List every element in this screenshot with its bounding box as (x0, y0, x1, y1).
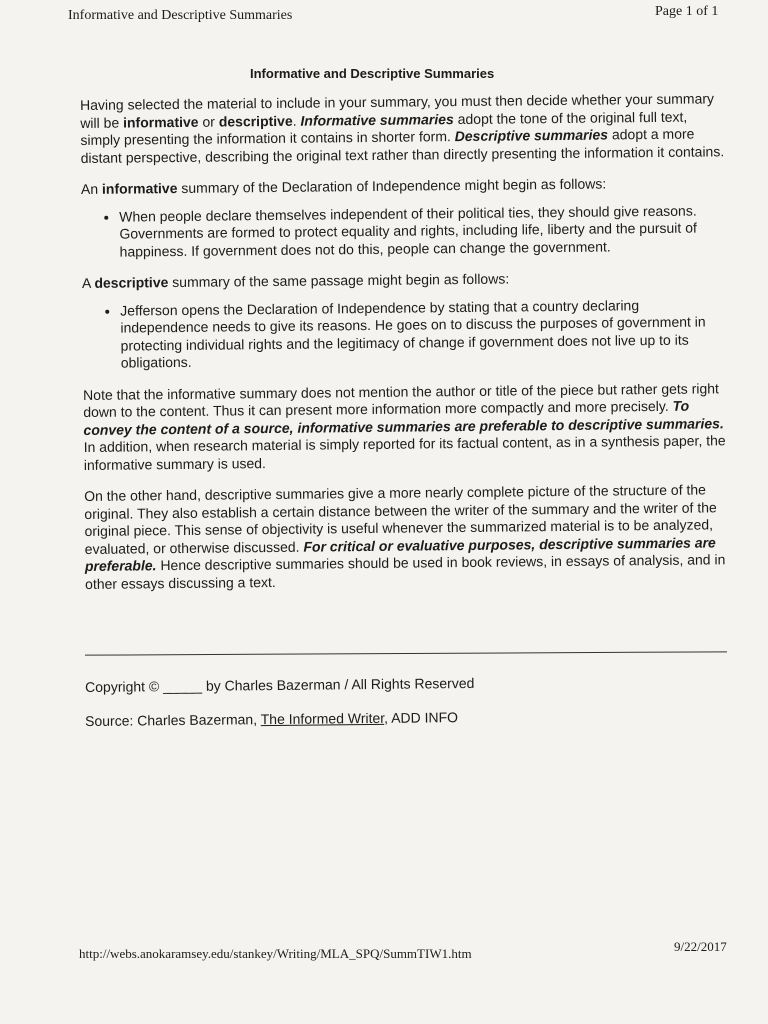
document-title: Informative and Descriptive Summaries (250, 66, 495, 81)
document-body (80, 90, 730, 607)
descriptive-benefits-paragraph: On the other hand, descriptive summaries give a more nearly complete picture of the structure of the original. They also establish a certain distance between the writer of the summary and the writer of the original piece. This sense of objectivity is useful whenever the summarized material is to be analyzed, evaluated, or otherwise discussed. For critical or evaluative purposes, descriptive summaries are preferable. Hence descriptive summaries should be used in book reviews, in essays of analysis, and in other essays discussing a text. (84, 481, 726, 592)
descriptive-intro-paragraph: A descriptive summary of the same passage might begin as follows: (81, 270, 510, 291)
informative-intro-paragraph: An informative summary of the Declaration of Independence might begin as follows: (80, 175, 607, 197)
descriptive-example-item: • Jefferson opens the Declaration of Independence by stating that a country declaring independence needs to give its reasons. He goes on to discuss the purposes of government in protecting individual rights and the legitimacy of change if government does not live up to its obligations. (120, 296, 728, 372)
comparison-paragraph: Note that the informative summary does not mention the author or title of the piece but rather gets right down to the content. Thus it can present more information more compactly and more precisely. To convey the content of a source, informative summaries are preferable to descriptive summaries. In addition, when research material is simply reported for its factual content, as in a synthesis paper, the informative summary is used. (83, 379, 726, 473)
intro-paragraph: Having selected the material to include in your summary, you must then decide whether your summary will be informative or descriptive. Informative summaries adopt the tone of the original full text, simply presenting the information it contains in shorter form. Descriptive summaries adopt a more distant perspective, describing the original text rather than directly presenting the information it contains. (80, 90, 725, 166)
page-number: Page 1 of 1 (655, 4, 719, 19)
running-header-title: Informative and Descriptive Summaries (68, 8, 293, 23)
footer-url: http://webs.anokaramsey.edu/stankey/Writing/MLA_SPQ/SummTIW1.htm (79, 946, 472, 961)
source-line: Source: Charles Bazerman, The Informed Writer, ADD INFO (85, 709, 459, 729)
divider-line (85, 651, 727, 655)
descriptive-example-list (82, 296, 728, 373)
informative-example-list (81, 202, 727, 261)
informative-example-item: • When people declare themselves independent of their political ties, they should give reasons. Governments are formed to protect equality and rights, including life, liberty and the pursuit of happiness. If government does not do this, people can change the government. (119, 202, 727, 261)
footer-date: 9/22/2017 (674, 939, 727, 954)
source-book-title: The Informed Writer (260, 709, 385, 728)
copyright-line: Copyright © _____ by Charles Bazerman / All Rights Reserved (85, 674, 475, 695)
